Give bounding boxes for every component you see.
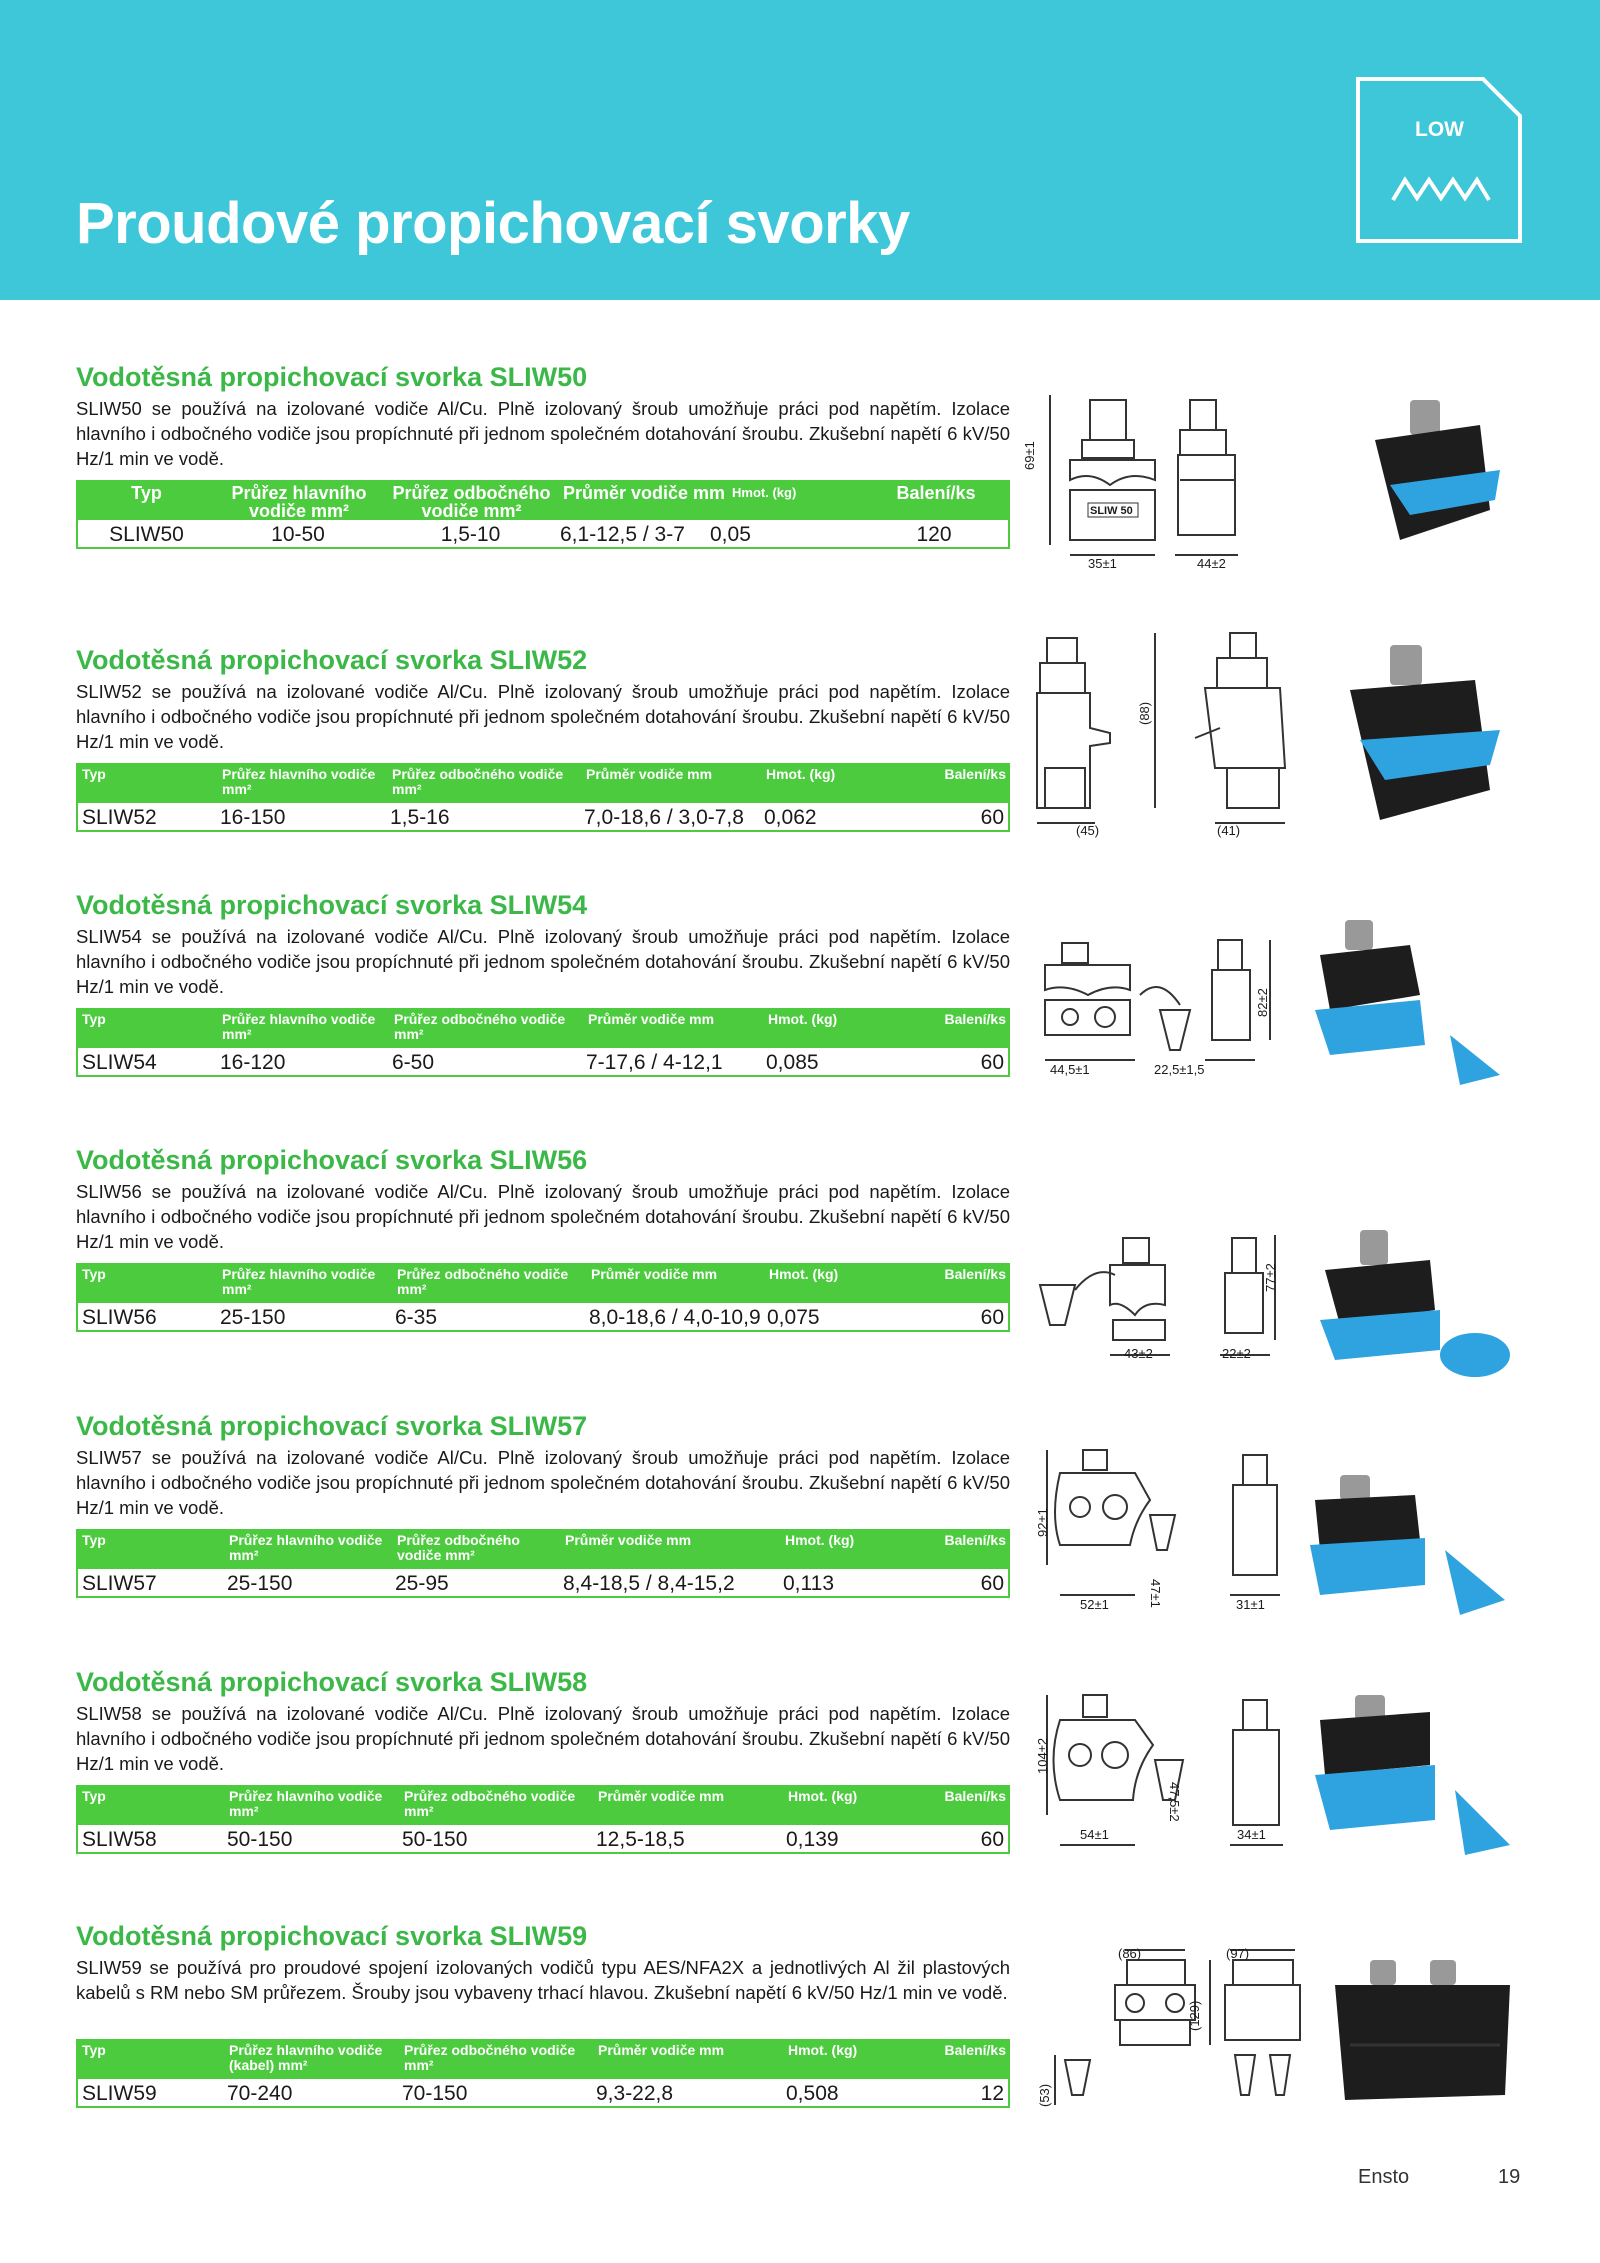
spec-header-row: Typ Průřez hlavního vodiče mm² Průřez odbočného vodiče mm² Průměr vodiče mm Hmot. (kg) Balení/ks [76,1785,1010,1825]
dim-depth: 44±2 [1197,556,1226,571]
sliw59-photo [1330,1955,1520,2120]
dim-depth: 31±1 [1236,1597,1265,1612]
dim-cap: (53) [1037,2083,1052,2107]
product-description: SLIW50 se používá na izolované vodiče Al/Cu. Plně izolovaný šroub umožňuje práci pod napětím. Izolace hlavního i odbočného vodiče jsou propíchnuté při jednom společném dotahování šroubu. Zkušební napětí 6 kV/50 Hz/1 min ve vodě. [76,398,1010,469]
sliw52-technical-drawing [1035,628,1305,838]
spec-header-row: Typ Průřez hlavního vodiče mm² Průřez odbočného vodiče mm² Průměr vodiče mm Hmot. (kg) Balení/ks [76,1529,1010,1569]
dim-height: (88) [1137,701,1152,725]
badge-frame-icon [1355,76,1523,244]
product-title: Vodotěsná propichovací svorka SLIW59 [76,1921,588,1951]
product-title: Vodotěsná propichovací svorka SLIW58 [76,1667,588,1697]
footer-brand: Ensto [1358,2166,1410,2188]
spec-data-row: SLIW54 16-120 6-50 7-17,6 / 4-12,1 0,085 60 [76,1048,1010,1077]
dim-width: 52±1 [1080,1597,1109,1612]
dim-height: 92±1 [1035,1508,1050,1537]
dim-depth: (41) [1217,823,1241,838]
sliw50-photo [1360,390,1510,560]
sliw50-technical-drawing [1030,385,1280,575]
spec-table [76,763,1010,832]
dim-height: 69±1 [1022,441,1037,470]
spec-header-row: Typ Průřez hlavního vodiče (kabel) mm² Průřez odbočného vodiče mm² Průměr vodiče mm Hmot. (kg) Balení/ks [76,2039,1010,2079]
low-voltage-badge [1355,76,1523,244]
product-description: SLIW56 se používá na izolované vodiče Al/Cu. Plně izolovaný šroub umožňuje práci pod napětím. Izolace hlavního i odbočného vodiče jsou propíchnuté při jednom společném dotahování šroubu. Zkušební napětí 6 kV/50 Hz/1 min ve vodě. [76,1181,1010,1252]
dim-depth: 22±2 [1222,1346,1251,1361]
page-header [0,0,1600,300]
page-title: Proudové propichovací svorky [76,191,910,256]
spec-table [76,1008,1010,1077]
spec-header-row: Typ Průřez hlavního vodiče mm² Průřez odbočného vodiče mm² Průměr vodiče mm Hmot. (kg) Balení/ks [76,1008,1010,1048]
spec-header-row: Typ Průřez hlavního vodiče mm² Průřez odbočného vodiče mm² Průměr vodiče mm Hmot. (kg) Balení/ks [76,480,1010,520]
sliw58-photo [1305,1690,1520,1865]
product-description: SLIW52 se používá na izolované vodiče Al/Cu. Plně izolovaný šroub umožňuje práci pod napětím. Izolace hlavního i odbočného vodiče jsou propíchnuté při jednom společném dotahování šroubu. Zkušební napětí 6 kV/50 Hz/1 min ve vodě. [76,681,1010,752]
dim-branch: 47±1 [1148,1579,1163,1608]
sliw57-photo [1305,1470,1520,1630]
sliw57-technical-drawing [1035,1445,1305,1615]
spec-table [76,1263,1010,1332]
spec-table [76,1785,1010,1854]
product-title: Vodotěsná propichovací svorka SLIW50 [76,362,588,392]
spec-data-row: SLIW58 50-150 50-150 12,5-18,5 0,139 60 [76,1825,1010,1854]
dim-depth: 22,5±1,5 [1154,1062,1205,1077]
product-sliw50 [76,362,1576,592]
spec-data-row: SLIW50 10-50 1,5-10 6,1-12,5 / 3-7 0,05 120 [76,520,1010,549]
product-title: Vodotěsná propichovací svorka SLIW52 [76,645,588,675]
dim-width: 43±2 [1124,1346,1153,1361]
sliw56-photo [1300,1225,1520,1395]
dim-branch: 47,5±2 [1167,1782,1182,1822]
sliw59-technical-drawing [1035,1945,1315,2125]
dim-width: 35±1 [1088,556,1117,571]
sliw50-marking: SLIW 50 [1090,505,1133,517]
spec-table [76,480,1010,549]
spec-header-row: Typ Průřez hlavního vodiče mm² Průřez odbočného vodiče mm² Průměr vodiče mm Hmot. (kg) Balení/ks [76,1263,1010,1303]
dim-depth: 34±1 [1237,1827,1266,1842]
dim-width: 54±1 [1080,1827,1109,1842]
dim-height: 82±2 [1255,988,1270,1017]
sliw52-photo [1340,640,1510,830]
spec-data-row: SLIW59 70-240 70-150 9,3-22,8 0,508 12 [76,2079,1010,2108]
product-description: SLIW54 se používá na izolované vodiče Al/Cu. Plně izolovaný šroub umožňuje práci pod napětím. Izolace hlavního i odbočného vodiče jsou propíchnuté při jednom společném dotahování šroubu. Zkušební napětí 6 kV/50 Hz/1 min ve vodě. [76,926,1010,997]
spec-table [76,2039,1010,2108]
spec-header-row: Typ Průřez hlavního vodiče mm² Průřez odbočného vodiče mm² Průměr vodiče mm Hmot. (kg) Balení/ks [76,763,1010,803]
product-title: Vodotěsná propichovací svorka SLIW57 [76,1411,588,1441]
dim-height: (129) [1187,2000,1202,2031]
spec-table [76,1529,1010,1598]
product-title: Vodotěsná propichovací svorka SLIW56 [76,1145,588,1175]
dim-width: (45) [1076,823,1100,838]
product-description: SLIW59 se používá pro proudové spojení izolovaných vodičů typu AES/NFA2X a jednotlivých Al žil plastových kabelů s RM nebo SM průřezem. Šrouby jsou vybaveny trhací hlavou. Zkušební napětí 6 kV/50 Hz/1 min ve vodě. [76,1957,1010,2003]
dim-width: 44,5±1 [1050,1062,1090,1077]
dim-height: 77±2 [1263,1263,1278,1292]
dim-width: (86) [1118,1946,1142,1961]
dim-depth: (97) [1226,1946,1250,1961]
product-description: SLIW58 se používá na izolované vodiče Al/Cu. Plně izolovaný šroub umožňuje práci pod napětím. Izolace hlavního i odbočného vodiče jsou propíchnuté při jednom společném dotahování šroubu. Zkušební napětí 6 kV/50 Hz/1 min ve vodě. [76,1703,1010,1774]
product-description: SLIW57 se používá na izolované vodiče Al/Cu. Plně izolovaný šroub umožňuje práci pod napětím. Izolace hlavního i odbočného vodiče jsou propíchnuté při jednom společném dotahování šroubu. Zkušební napětí 6 kV/50 Hz/1 min ve vodě. [76,1447,1010,1518]
spec-data-row: SLIW57 25-150 25-95 8,4-18,5 / 8,4-15,2 0,113 60 [76,1569,1010,1598]
badge-label: LOW [1415,118,1464,141]
page-number: 19 [1498,2166,1521,2188]
spec-data-row: SLIW52 16-150 1,5-16 7,0-18,6 / 3,0-7,8 0,062 60 [76,803,1010,832]
sliw56-technical-drawing [1035,1230,1305,1370]
sliw54-photo [1300,915,1520,1095]
spec-data-row: SLIW56 25-150 6-35 8,0-18,6 / 4,0-10,9 0,075 60 [76,1303,1010,1332]
dim-height: 104±2 [1035,1737,1050,1774]
product-title: Vodotěsná propichovací svorka SLIW54 [76,890,588,920]
